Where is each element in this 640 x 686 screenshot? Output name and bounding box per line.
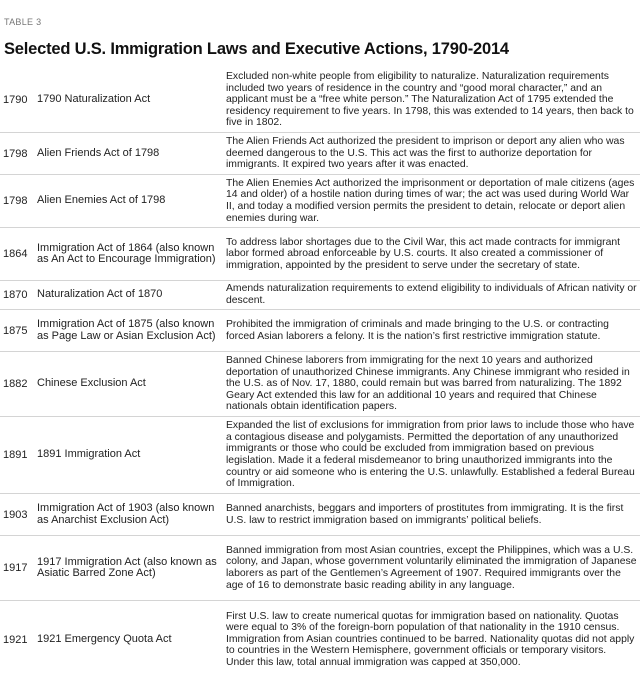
row-law-name: Chinese Exclusion Act <box>37 377 146 390</box>
row-year: 1882 <box>3 378 28 390</box>
row-law-name: Immigration Act of 1864 (also known as An Act to Encourage Immigration) <box>37 241 216 265</box>
row-description: Banned Chinese laborers from immigrating for the next 10 years and authorized deportation of unauthorized Chinese immigrants. Any Chinese immigrant who resided in the U.S. as of Nov. 17, 1880, could remain but was barred from naturalizing. The 1892 Geary Act extended this law for an additional 10 years and required that Chinese nationals obtain identification papers. <box>226 355 630 413</box>
row-year: 1875 <box>3 324 28 337</box>
row-law-name: Alien Enemies Act of 1798 <box>37 194 166 207</box>
row-year: 1903 <box>3 508 28 521</box>
table-row <box>0 228 640 281</box>
table-label: TABLE 3 <box>4 17 42 27</box>
row-law-name: 1790 Naturalization Act <box>37 93 151 106</box>
row-description: Amends naturalization requirements to extend eligibility to individuals of African nativity or descent. <box>226 283 637 306</box>
row-year: 1864 <box>3 248 28 260</box>
row-year: 1917 <box>3 562 28 574</box>
row-description: Banned immigration from most Asian countries, except the Philippines, which was a U.S. colony, and Japan, whose government voluntarily eliminated the immigration of Japanese laborers as part of the Gentlemen’s Agreement of 1907. Required immigrants over the age of 16 to demonstrate basic reading ability in any language. <box>226 544 637 591</box>
table-row <box>0 68 640 133</box>
row-year: 1891 <box>3 449 28 461</box>
row-description: Expanded the list of exclusions for immigration from prior laws to include those who have a contagious disease and polygamists. Permitted the deportation of any unauthorized immigrants or those who could be excluded from immigration based on previous legislation. Made it a federal misdemeanor to bring unauthorized immigrants into the country or aid someone who is entering the U.S. unlawfully. Established a federal Bureau of Immigration. <box>226 420 635 490</box>
table-row <box>0 175 640 228</box>
row-description: Banned anarchists, beggars and importers of prostitutes from immigrating. It is the first U.S. law to restrict immigration based on immigrants’ political beliefs. <box>226 502 624 526</box>
row-law-name: Immigration Act of 1903 (also known as Anarchist Exclusion Act) <box>37 502 215 526</box>
table-row <box>0 601 640 678</box>
row-year: 1798 <box>3 195 28 207</box>
row-description: Excluded non-white people from eligibility to naturalize. Naturalization requirements included two years of residence in the country and “good moral character,” and an applicant must be a “free white person.” The Naturalization Act of 1795 extended the residency requirement to five years. In 1798, this was extended to 14 years, then back to five in 1802. <box>226 71 634 129</box>
laws-table <box>0 68 640 678</box>
row-description: To address labor shortages due to the Civil War, this act made contracts for immigrant labor formed abroad enforceable by U.S. courts. It also created a commissioner of immigration, appointed by the president to serve under the secretary of state. <box>226 236 621 271</box>
row-law-name: 1917 Immigration Act (also known as Asiatic Barred Zone Act) <box>37 555 217 579</box>
row-law-name: Naturalization Act of 1870 <box>37 288 163 301</box>
row-year: 1921 <box>3 633 28 646</box>
row-description: The Alien Enemies Act authorized the imprisonment or deportation of male citizens (ages 14 and older) of a hostile nation during times of war; the act was used during World War II, and today a modified version permits the president to detain, relocate or deport alien enemies during war. <box>226 177 635 224</box>
row-law-name: Immigration Act of 1875 (also known as Page Law or Asian Exclusion Act) <box>37 318 216 342</box>
row-law-name: 1921 Emergency Quota Act <box>37 632 172 645</box>
row-description: Prohibited the immigration of criminals and made bringing to the U.S. or contracting forced Asian laborers a felony. It is the nation’s first restrictive immigration statute. <box>226 318 609 342</box>
row-description: The Alien Friends Act authorized the president to imprison or deport any alien who was deemed dangerous to the U.S. This act was the first to authorize deportation for immigrants. It expired two years after it was enacted. <box>226 136 625 171</box>
table-row <box>0 417 640 494</box>
table-row <box>0 352 640 417</box>
table-title: Selected U.S. Immigration Laws and Executive Actions, 1790-2014 <box>4 40 509 58</box>
table-row <box>0 133 640 175</box>
row-description: First U.S. law to create numerical quotas for immigration based on nationality. Quotas were equal to 3% of the foreign-born population of that nationality in the 1910 census. Immigration from Asian countries continued to be barred. Nationality quotas did not apply to countries in the Western Hemisphere, government officials or temporary visitors. Under this law, total annual immigration was capped at 350,000. <box>226 610 635 668</box>
row-year: 1790 <box>3 94 28 106</box>
row-year: 1870 <box>3 289 28 301</box>
table-row <box>0 310 640 352</box>
row-law-name: 1891 Immigration Act <box>37 448 141 461</box>
table-row <box>0 536 640 601</box>
table-row <box>0 281 640 310</box>
row-year: 1798 <box>3 147 28 160</box>
table-row <box>0 494 640 536</box>
row-law-name: Alien Friends Act of 1798 <box>37 146 160 159</box>
